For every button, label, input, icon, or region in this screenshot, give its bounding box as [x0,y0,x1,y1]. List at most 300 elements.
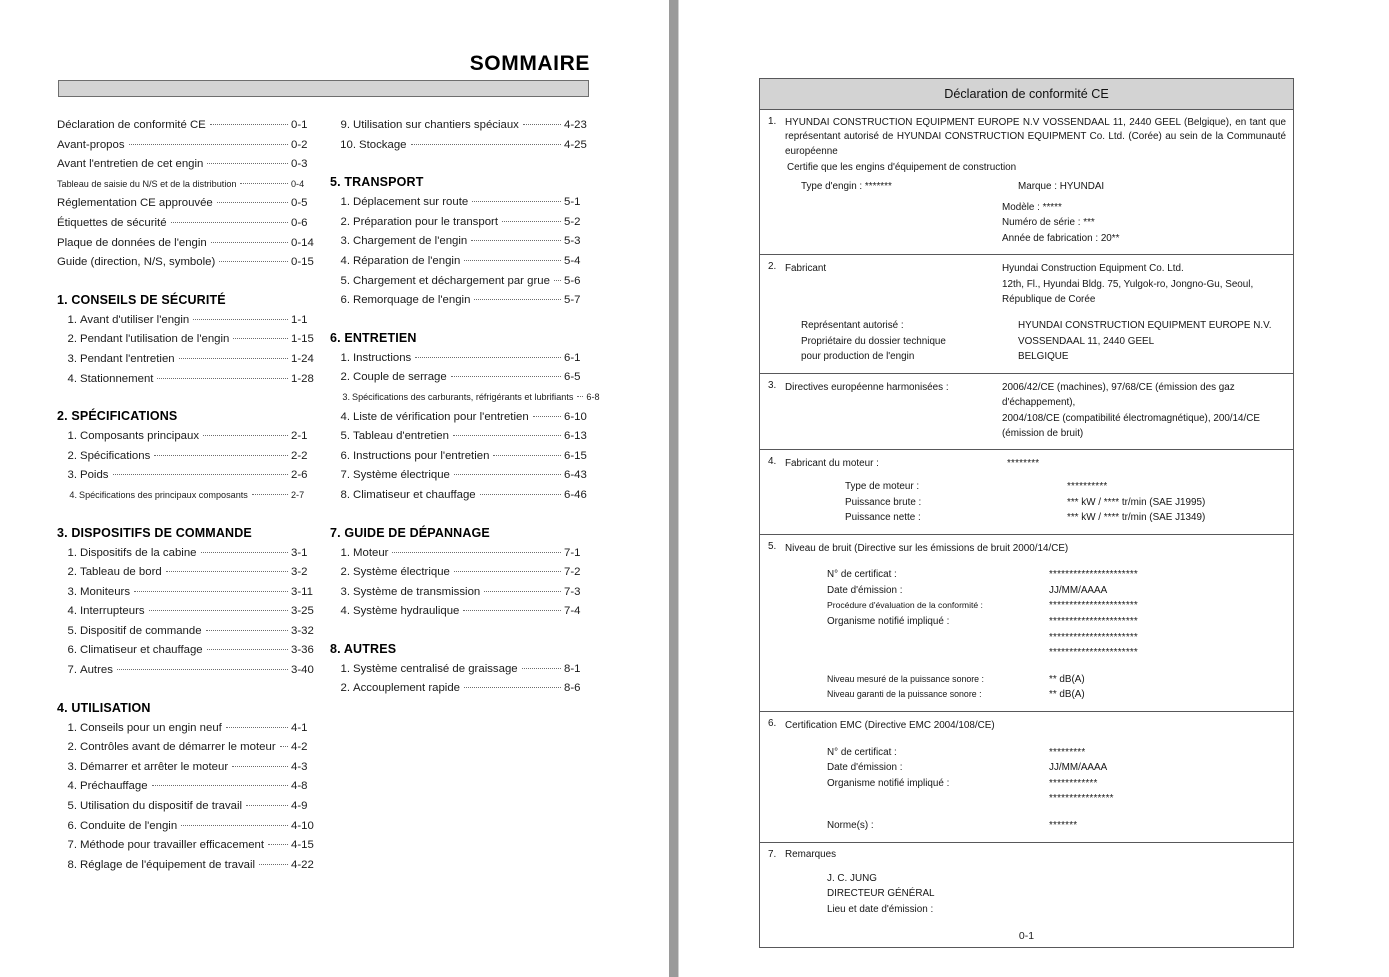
section-6-label: Certification EMC (Directive EMC 2004/108/CE) [785,720,995,732]
toc-entry-page: 2-2 [291,449,308,462]
toc-entry-label: Système de transmission [353,585,481,598]
toc-leader-dots [280,746,288,747]
toc-entry-page: 4-23 [564,119,587,131]
toc-entry[interactable] [330,193,592,213]
toc-entry-label: Instructions [353,351,412,364]
section-5-row-2-value: ********************** [1049,600,1138,612]
toc-entry-page: 4-8 [291,780,308,793]
toc-entry-page: 4-1 [291,721,308,734]
toc-entry-label: Dispositifs de la cabine [80,546,197,559]
toc-entry-label: Pendant l'utilisation de l'engin [80,333,230,346]
signatory-place-date: Lieu et date d'émission : [827,903,934,915]
toc-leader-dots [181,825,288,826]
signatory-title: DIRECTEUR GÉNÉRAL [827,888,935,900]
toc-entry-page: 0-2 [291,138,308,151]
toc-entry-page: 7-2 [564,566,581,579]
section-5-row-0-label: N° de certificat : [827,569,897,581]
toc-entry-label: Méthode pour travailler efficacement [80,839,265,852]
toc-entry-page: 3-36 [291,644,314,657]
section-6-index: 6. [768,718,777,730]
toc-entry-label: Système électrique [353,469,450,482]
toc-entry[interactable] [57,622,319,642]
toc-entry-number: 7. [340,469,350,482]
toc-leader-dots [201,552,289,553]
section-6-row-3-value: **************** [1049,793,1114,805]
toc-entry-number: 2. [67,566,77,579]
toc-entry-label: Contrôles avant de démarrer le moteur [80,741,276,754]
toc-entry[interactable] [330,486,592,506]
toc-leader-dots [454,474,561,475]
toc-entry-page: 4-25 [564,138,587,151]
toc-entry-page: 3-2 [291,566,308,579]
toc-entry[interactable] [57,370,319,390]
toc-entry[interactable] [57,136,319,156]
toc-leader-dots [471,240,561,241]
toc-leader-dots [152,785,288,786]
toc-entry-page: 0-4 [291,178,305,189]
toc-leader-dots [226,727,288,728]
section-5-index: 5. [768,540,777,552]
toc-entry[interactable] [330,602,592,622]
toc-entry-number: 5. [67,624,77,637]
toc-entry-label: Réglementation CE approuvée [57,197,213,210]
toc-entry-number: 5. [340,274,350,287]
toc-entry-number: 4. [67,605,77,618]
declaration-table [759,78,1294,948]
toc-entry[interactable] [330,408,592,428]
toc-leader-dots [392,552,561,553]
toc-entry-number: 4. [340,254,350,267]
toc-entry-label: Système électrique [353,566,450,579]
toc-leader-dots [493,455,561,456]
toc-entry-label: Préchauffage [80,780,148,793]
toc-entry[interactable] [57,350,319,370]
toc-entry[interactable] [57,641,319,661]
toc-leader-dots [268,844,288,845]
toc-entry[interactable] [330,679,592,699]
toc-section-heading: 2. SPÉCIFICATIONS [57,409,178,424]
section-1-model: Modèle : ***** [1002,202,1062,214]
toc-entry-label: Démarrer et arrêter le moteur [80,760,229,773]
toc-entry-number: 1. [340,662,350,675]
toc-entry-number: 2. [67,741,77,754]
toc-entry-label: Tableau de saisie du N/S et de la distribution [57,178,237,189]
toc-entry-label: Spécifications [80,449,151,462]
section-4-row-0-value: ********** [1067,480,1108,492]
toc-entry-label: Composants principaux [80,430,200,443]
page-left-sommaire [0,0,670,977]
toc-spacer [330,622,592,642]
signatory-name: J. C. JUNG [827,872,877,884]
toc-entry-number: 4. [67,372,77,385]
toc-spacer [57,389,319,409]
toc-entry-label: Conduite de l'engin [80,819,178,832]
section-5-row-4-label [785,630,1049,646]
toc-entry[interactable] [57,856,319,876]
toc-entry-label: Liste de vérification pour l'entretien [353,410,529,423]
toc-leader-dots [207,163,288,164]
section-6-row-1-value: JJ/MM/AAAA [1049,762,1108,774]
toc-leader-dots [129,144,288,145]
toc-entry-label: Conseils pour un engin neuf [80,721,222,734]
toc-column-right [330,116,600,699]
toc-entry[interactable] [330,427,592,447]
toc-entry[interactable] [57,155,319,175]
section-4-label: Fabricant du moteur : [785,458,879,470]
toc-entry-page: 0-15 [291,256,314,269]
toc-entry-label: Tableau d'entretien [353,430,449,443]
toc-leader-dots [480,494,561,495]
toc-entry-label: Spécifications des carburants, réfrigérants et lubrifiants [352,391,574,402]
toc-entry-page: 1-24 [291,352,314,365]
toc-entry-label: Chargement de l'engin [353,235,468,248]
toc-entry[interactable] [330,136,592,156]
section-4-value: ******** [1007,458,1040,470]
toc-entry-page: 6-15 [564,449,587,462]
toc-entry-label: Moteur [353,546,389,559]
declaration-section-2 [760,255,1293,373]
toc-entry-label: Étiquettes de sécurité [57,216,167,229]
section-6-row-2-label: Organisme notifié impliqué : [827,777,950,789]
toc-entry[interactable] [57,602,319,622]
section-5-label-row [785,541,1286,557]
toc-leader-dots [464,260,561,261]
section-4-index: 4. [768,456,777,468]
section-3-value-line2: 2004/108/CE (compatibilité électromagnétique), 200/14/CE [1002,412,1260,424]
declaration-section-5 [760,535,1293,712]
toc-entry-label: Poids [80,469,109,482]
section-1-index: 1. [768,116,777,127]
toc-entry-number: 4. [67,780,77,793]
toc-entry-number: 6. [67,644,77,657]
toc-entry[interactable] [330,291,592,311]
toc-entry-page: 6-46 [564,488,587,501]
toc-leader-dots [179,358,288,359]
toc-entry[interactable] [330,544,592,564]
toc-leader-dots [193,319,288,320]
section-6-row-2-value: ************ [1049,777,1098,789]
toc-entry-label: Avant l'entretien de cet engin [57,158,204,171]
toc-spacer [330,506,592,526]
toc-entry-page: 0-6 [291,216,308,229]
toc-spacer [330,155,592,175]
toc-entry-page: 0-3 [291,158,308,171]
toc-entry-page: 4-2 [291,741,308,754]
toc-entry[interactable] [57,777,319,797]
toc-leader-dots [472,201,561,202]
toc-entry-label: Dispositif de commande [80,624,202,637]
toc-entry[interactable] [57,194,319,214]
toc-section-heading: 7. GUIDE DE DÉPANNAGE [330,525,490,540]
toc-entry-number: 1. [67,430,77,443]
toc-entry-number: 2. [67,449,77,462]
section-5-label: Niveau de bruit (Directive sur les émissions de bruit 2000/14/CE) [785,542,1069,554]
toc-leader-dots [259,864,288,865]
toc-leader-dots [203,435,288,436]
toc-entry-page: 1-28 [291,372,314,385]
section-2-rep-value-line1: HYUNDAI CONSTRUCTION EQUIPMENT EUROPE N.V. [1018,320,1272,332]
toc-entry[interactable] [330,272,592,292]
toc-entry-label: Guide (direction, N/S, symbole) [57,256,216,269]
toc-entry[interactable] [330,388,600,408]
section-4-row-0-label: Type de moteur : [845,480,920,492]
toc-entry[interactable] [330,368,592,388]
toc-entry-label: Spécifications des principaux composants [79,489,248,500]
toc-entry-number: 8. [67,858,77,871]
toc-entry-number: 2. [340,566,350,579]
section-5-row2-0-label: Niveau mesuré de la puissance sonore : [827,673,984,684]
toc-spacer [330,311,592,331]
section-5-row-1-value: JJ/MM/AAAA [1049,584,1108,596]
toc-entry[interactable] [330,116,592,136]
toc-entry-label: Stockage [359,138,407,151]
section-2-rep-value-line2: VOSSENDAAL 11, 2440 GEEL [1018,335,1155,347]
toc-entry-label: Stationnement [80,372,154,385]
toc-entry[interactable] [57,583,319,603]
section-6-row-0-value: ********* [1049,746,1086,758]
toc-leader-dots [523,124,561,125]
toc-entry-label: Tableau de bord [80,566,162,579]
toc-section-heading: 3. DISPOSITIFS DE COMMANDE [57,525,252,540]
toc-entry-page: 2-6 [291,469,308,482]
toc-leader-dots [252,494,288,495]
section-2-label: Fabricant [785,263,827,275]
toc-section-heading: 4. UTILISATION [57,700,151,715]
toc-entry-label: Interrupteurs [80,605,145,618]
toc-entry[interactable] [330,252,592,272]
section-5-row-5-value: ********************** [1049,647,1138,659]
toc-leader-dots [415,357,561,358]
page-folio: 0-1 [1018,930,1035,942]
toc-entry-label: Moniteurs [80,585,131,598]
toc-section-heading: 6. ENTRETIEN [330,330,417,345]
section-3-value-line3: (émission de bruit) [1002,427,1084,439]
toc-entry[interactable] [57,253,319,273]
toc-leader-dots [207,649,288,650]
section-6-row-0-label: N° de certificat : [827,746,897,758]
toc-entry-page: 0-5 [291,197,308,210]
section-5-row-3-value: ********************** [1049,616,1138,628]
toc-entry-page: 3-40 [291,664,314,677]
toc-leader-dots [154,455,288,456]
toc-entry-page: 7-3 [564,585,581,598]
toc-entry-number: 7. [67,839,77,852]
toc-entry-label: Instructions pour l'entretien [353,449,490,462]
toc-entry[interactable] [330,232,592,252]
section-5-row-5-label [785,645,1049,661]
section-5-row-4-value: ********************** [1049,631,1138,643]
toc-leader-dots [246,805,288,806]
toc-entry-number: 8. [340,488,350,501]
toc-section-heading: 1. CONSEILS DE SÉCURITÉ [57,292,226,307]
toc-entry[interactable] [57,466,319,486]
section-3-value-line1: 2006/42/CE (machines), 97/68/CE (émission des gaz d'échappement), [1002,381,1235,409]
toc-entry[interactable] [330,583,592,603]
toc-entry-page: 8-1 [564,662,581,675]
toc-spacer [57,681,319,701]
toc-entry[interactable] [57,836,319,856]
toc-entry-label: Déplacement sur route [353,196,469,209]
title-rule-bar [58,80,589,97]
toc-entry-label: Réparation de l'engin [353,254,461,267]
toc-leader-dots [453,435,561,436]
toc-entry-label: Utilisation du dispositif de travail [80,800,243,813]
declaration-section-1 [760,110,1293,255]
toc-leader-dots [219,261,288,262]
toc-entry-number: 3. [340,235,350,248]
toc-leader-dots [157,378,288,379]
toc-spacer [57,506,319,526]
toc-entry[interactable] [57,817,319,837]
toc-entry-number: 3. [67,585,77,598]
toc-entry[interactable] [57,486,319,506]
toc-entry-number: 1. [340,351,350,364]
toc-entry-label: Accouplement rapide [353,682,461,695]
toc-leader-dots [464,687,561,688]
section-6-row-1-label: Date d'émission : [827,762,903,774]
toc-entry-page: 0-14 [291,236,314,249]
toc-entry[interactable] [57,234,319,254]
toc-leader-dots [502,221,561,222]
toc-entry-label: Avant-propos [57,138,125,151]
toc-entry-page: 6-13 [564,430,587,443]
toc-entry-page: 8-6 [564,682,581,695]
toc-section-heading: 8. AUTRES [330,641,397,656]
toc-entry-label: Pendant l'entretien [80,352,175,365]
toc-entry[interactable] [57,214,319,234]
toc-entry[interactable] [57,427,319,447]
toc-entry-number: 3. [67,469,77,482]
toc-entry-label: Utilisation sur chantiers spéciaux [353,119,519,131]
toc-entry[interactable] [57,447,319,467]
toc-entry-label: Remorquage de l'engin [353,294,471,307]
section-3-label: Directives européenne harmonisées : [785,381,949,393]
toc-leader-dots [577,396,583,397]
section-1-paragraph: HYUNDAI CONSTRUCTION EQUIPMENT EUROPE N.V VOSSENDAAL 11, 2440 GEEL (Belgique), en tant que représentant autorisé de HYUNDAI CONSTRUCTION EQUIPMENT Co. Ltd. (Corée) au sein de la Communauté européenne [785,117,1286,157]
section-2-index: 2. [768,261,777,273]
toc-leader-dots [454,571,561,572]
toc-entry-number: 3. [67,760,77,773]
section-1-engine-type: Type d'engin : ******* [801,180,892,192]
section-2-rep-label-line3: pour production de l'engin [801,351,915,363]
toc-entry[interactable] [57,116,319,136]
toc-entry-label: Système centralisé de graissage [353,662,518,675]
toc-entry-page: 6-8 [586,391,600,402]
toc-entry-page: 4-9 [291,800,308,813]
page-title: SOMMAIRE [469,52,590,75]
toc-entry[interactable] [57,719,319,739]
toc-entry-number: 3. [340,585,350,598]
section-1-brand: Marque : HYUNDAI [1018,180,1105,192]
section-2-rep-label-line2: Propriétaire du dossier technique [801,335,946,347]
toc-entry-page: 2-7 [291,489,305,500]
section-4-row-1-value: *** kW / **** tr/min (SAE J1995) [1067,496,1206,508]
toc-leader-dots [484,591,561,592]
section-5-row2-1-value: ** dB(A) [1049,689,1085,701]
toc-entry-number: 1. [340,196,350,209]
section-7-index: 7. [768,848,777,860]
toc-entry[interactable] [57,330,319,350]
toc-entry[interactable] [330,660,592,680]
toc-spacer [57,273,319,293]
section-2-manufacturer-line1: Hyundai Construction Equipment Co. Ltd. [1002,263,1184,275]
toc-entry-number: 6. [67,819,77,832]
declaration-section-4 [760,450,1293,534]
toc-entry-label: Plaque de données de l'engin [57,236,207,249]
toc-entry-page: 4-10 [291,819,314,832]
toc-entry-page: 7-1 [564,546,581,559]
toc-entry[interactable] [57,175,319,195]
toc-entry[interactable] [57,758,319,778]
section-6-row-3-label [785,791,1049,807]
toc-entry[interactable] [57,797,319,817]
section-5-row2-1-label: Niveau garanti de la puissance sonore : [827,689,982,700]
toc-entry[interactable] [57,563,319,583]
toc-entry[interactable] [57,738,319,758]
toc-entry-number: 7. [67,664,77,677]
toc-entry-page: 4-22 [291,858,314,871]
section-5-row-1-label: Date d'émission : [827,584,903,596]
toc-entry-number: 2. [340,371,350,384]
toc-entry-page: 3-25 [291,605,314,618]
declaration-header: Déclaration de conformité CE [760,79,1293,110]
toc-entry-page: 4-3 [291,760,308,773]
toc-entry[interactable] [330,563,592,583]
toc-entry-number: 4. [340,410,350,423]
section-2-manufacturer-line3: République de Corée [1002,294,1096,306]
section-1-serial: Numéro de série : *** [1002,217,1095,229]
toc-entry[interactable] [330,213,592,233]
toc-entry[interactable] [330,466,592,486]
toc-entry-number: 1. [67,313,77,326]
section-2-rep-value-line3: BELGIQUE [1018,351,1069,363]
section-5-row-3-label: Organisme notifié impliqué : [827,616,950,628]
toc-entry-label: Déclaration de conformité CE [57,119,206,131]
toc-entry[interactable] [330,349,592,369]
toc-entry-page: 2-1 [291,430,308,443]
toc-entry-label: Chargement et déchargement par grue [353,274,550,287]
section-4-row-2-label: Puissance nette : [845,512,921,524]
toc-leader-dots [463,610,561,611]
toc-entry-page: 0-1 [291,119,308,131]
toc-entry-page: 5-3 [564,235,581,248]
section-2-rep-label-line1: Représentant autorisé : [801,320,904,332]
toc-leader-dots [217,202,288,203]
toc-section-heading: 5. TRANSPORT [330,175,424,190]
toc-entry-page: 3-32 [291,624,314,637]
toc-entry-page: 5-2 [564,215,581,228]
toc-entry-number: 9. [340,119,350,131]
toc-entry-number: 2. [340,215,350,228]
toc-entry[interactable] [57,311,319,331]
toc-entry[interactable] [57,544,319,564]
toc-entry-number: 1. [340,546,350,559]
toc-entry-number: 6. [340,294,350,307]
toc-entry-label: Climatiseur et chauffage [353,488,476,501]
toc-leader-dots [474,299,561,300]
toc-entry-page: 3-1 [291,546,308,559]
toc-column-left [57,116,319,875]
toc-entry-page: 3-11 [291,585,313,598]
toc-entry-number: 2. [67,333,77,346]
toc-entry-number: 5. [67,800,77,813]
toc-leader-dots [232,766,288,767]
toc-entry[interactable] [57,661,319,681]
toc-leader-dots [240,183,288,184]
toc-leader-dots [522,668,561,669]
toc-entry[interactable] [330,447,592,467]
toc-entry-page: 6-43 [564,469,587,482]
